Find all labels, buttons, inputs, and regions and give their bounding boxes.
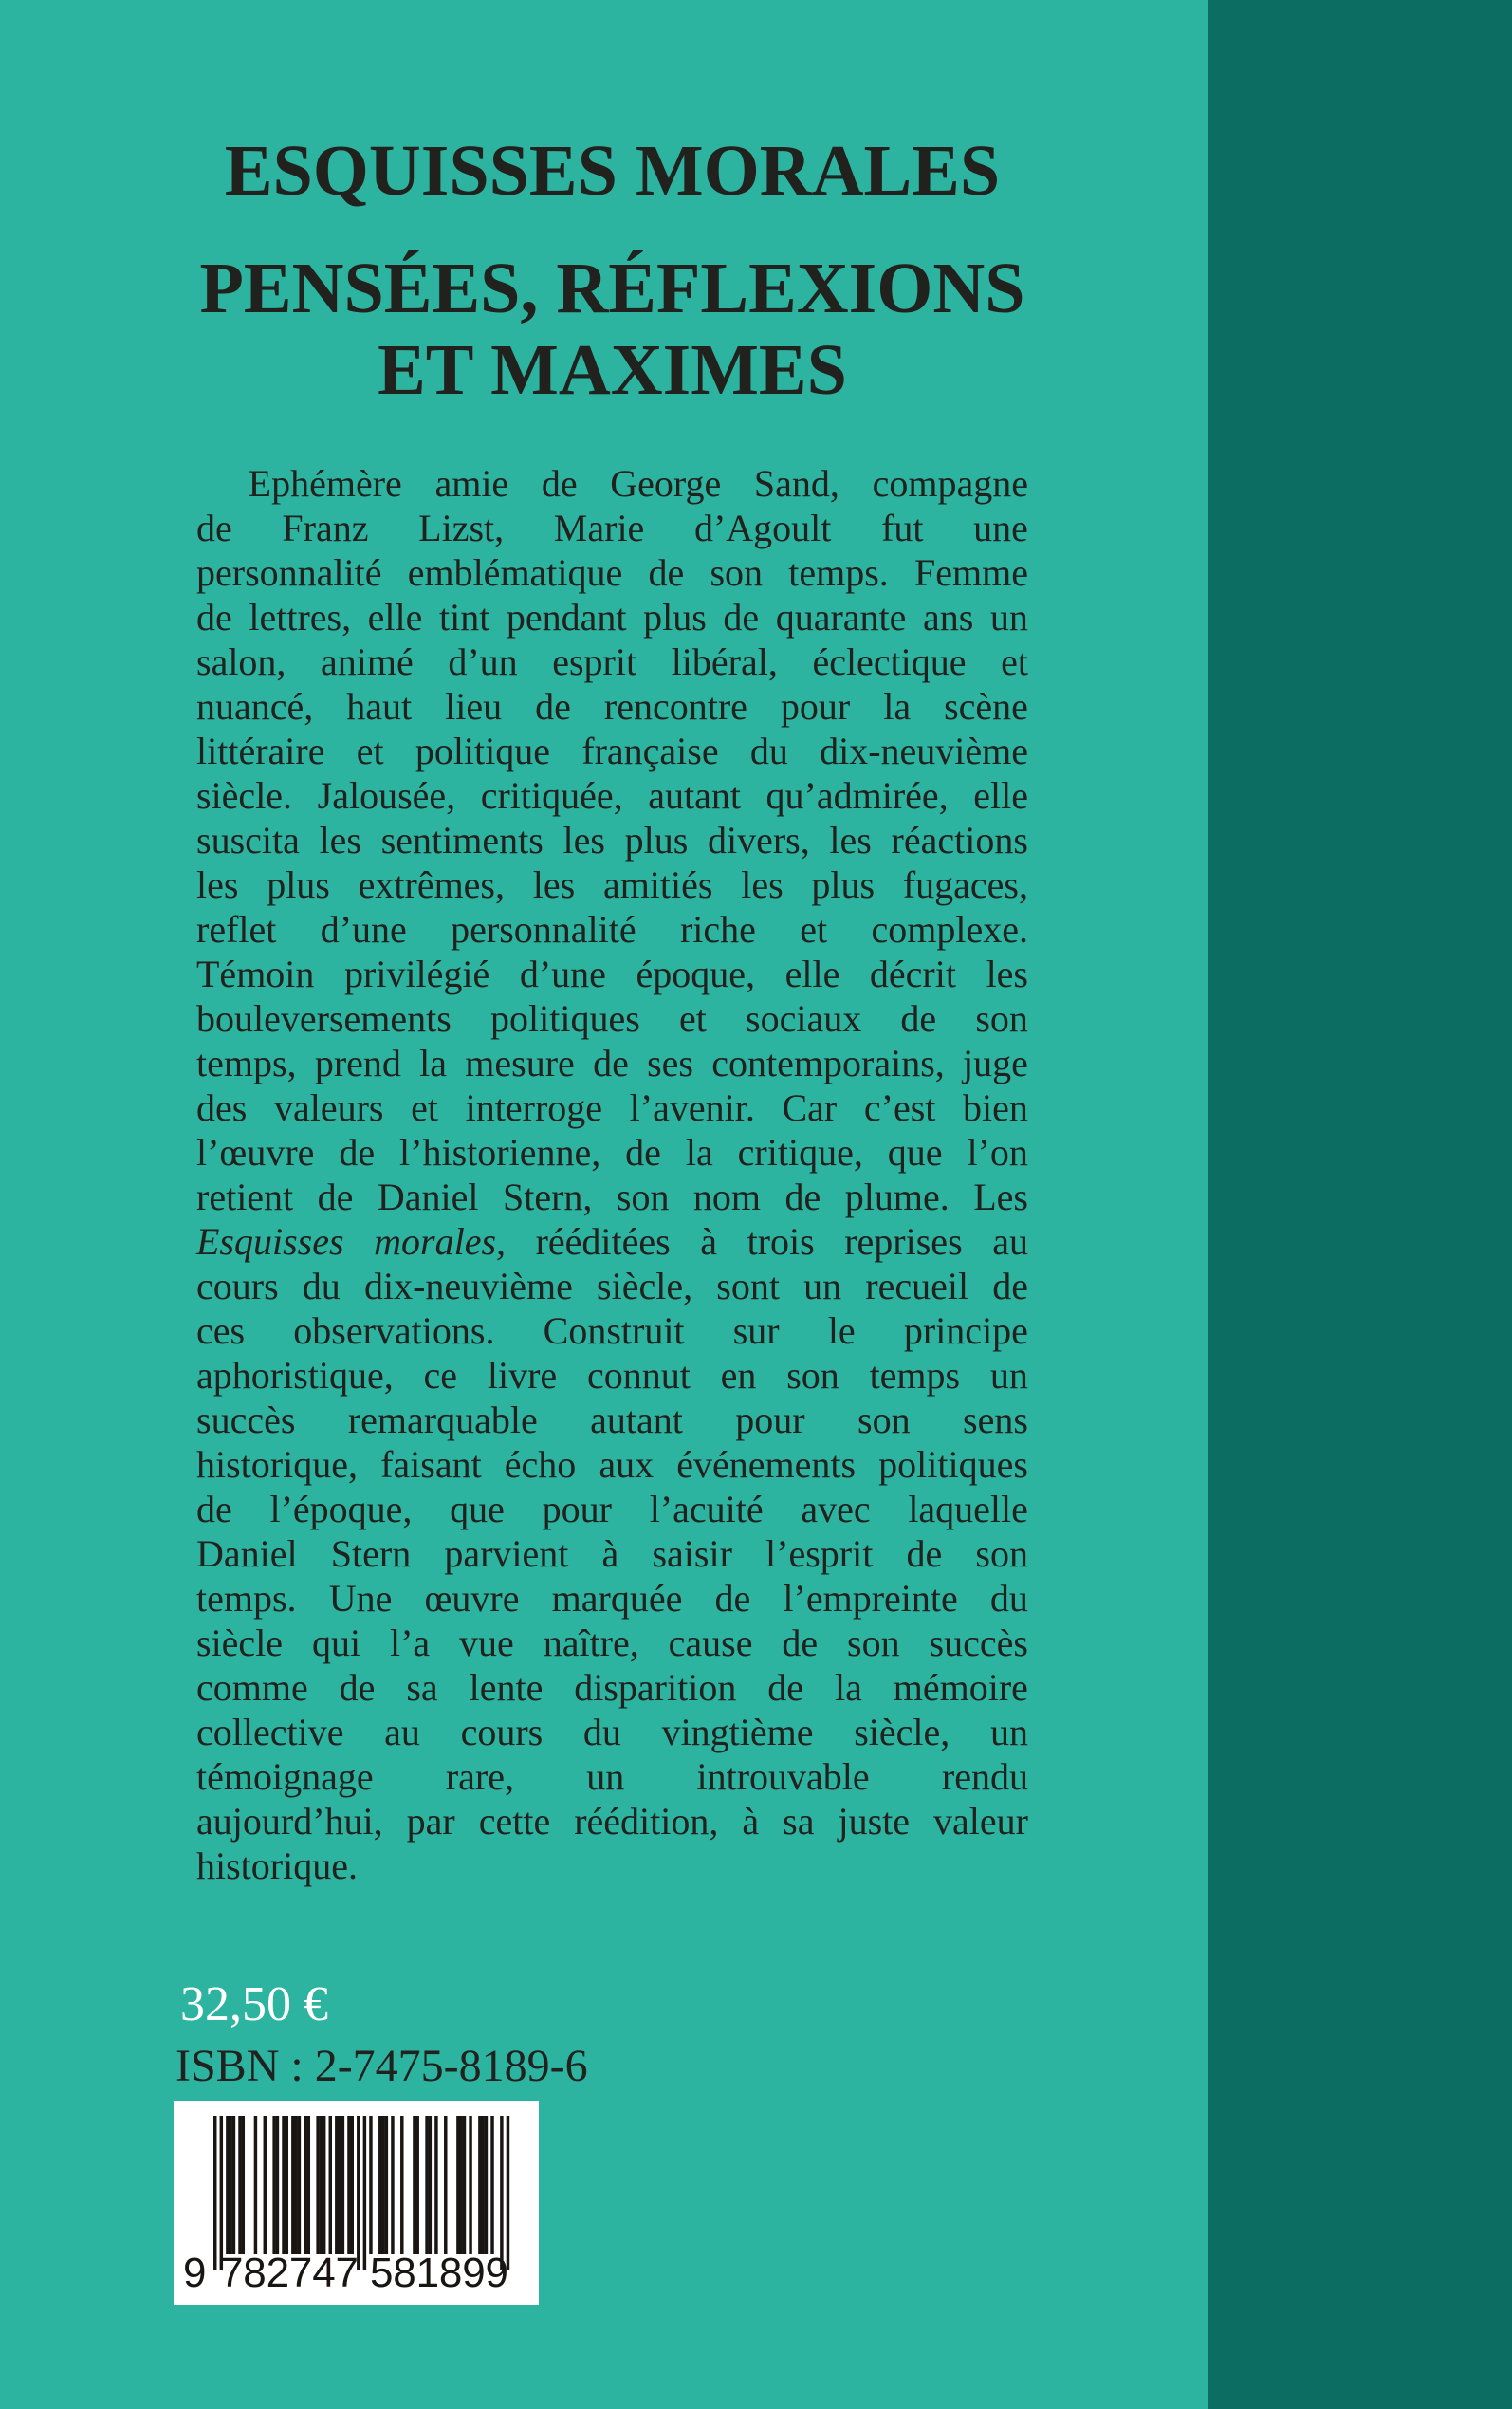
- blurb-line: de Franz Lizst, Marie d’Agoult fut une: [196, 507, 1028, 549]
- blurb-line: des valeurs et interroge l’avenir. Car c’est bien: [196, 1086, 1028, 1129]
- blurb-line: littéraire et politique française du dix-neuvième: [196, 730, 1028, 772]
- blurb-line: salon, animé d’un esprit libéral, éclectique et: [196, 640, 1028, 683]
- blurb-line: nuancé, haut lieu de rencontre pour la scène: [196, 685, 1028, 728]
- paragraph-indent: [196, 461, 215, 506]
- blurb-line: ces observations. Construit sur le principe: [196, 1309, 1028, 1352]
- book-subtitle-line-1: PENSÉES, RÉFLEXIONS: [199, 249, 1025, 328]
- blurb-line: retient de Daniel Stern, son nom de plume. Les: [196, 1176, 1028, 1218]
- barcode-digits: 9: [183, 2250, 207, 2296]
- blurb-line: Ephémère amie de George Sand, compagne: [196, 461, 1028, 506]
- back-cover-blurb: [196, 461, 1028, 1888]
- book-subtitle-line-2: ET MAXIMES: [378, 330, 847, 410]
- blurb-line: aphoristique, ce livre connut en son temps un: [196, 1354, 1028, 1397]
- blurb-line: comme de sa lente disparition de la mémoire: [196, 1666, 1028, 1709]
- barcode-digits: 581899: [370, 2250, 508, 2296]
- blurb-line: personnalité emblématique de son temps. Femme: [196, 551, 1028, 594]
- blurb-line: temps, prend la mesure de ses contemporains, juge: [196, 1042, 1028, 1084]
- price-label: 32,50 €: [180, 1977, 328, 2031]
- blurb-line: reflet d’une personnalité riche et complexe.: [196, 908, 1028, 951]
- blurb-line: les plus extrêmes, les amitiés les plus fugaces,: [196, 863, 1028, 906]
- blurb-line: aujourd’hui, par cette réédition, à sa juste valeur: [196, 1800, 1028, 1843]
- blurb-line: bouleversements politiques et sociaux de son: [196, 997, 1028, 1040]
- barcode-digits: 782747: [220, 2250, 359, 2296]
- blurb-line: collective au cours du vingtième siècle, un: [196, 1711, 1028, 1753]
- blurb-line: de l’époque, que pour l’acuité avec laquelle: [196, 1488, 1028, 1530]
- barcode-bars: [174, 2101, 539, 2305]
- ean13-barcode: [174, 2101, 539, 2305]
- right-spine-band: [1208, 0, 1512, 2409]
- blurb-line: succès remarquable autant pour son sens: [196, 1399, 1028, 1441]
- blurb-line: de lettres, elle tint pendant plus de quarante ans un: [196, 596, 1028, 639]
- blurb-line: Esquisses morales, rééditées à trois reprises au: [196, 1220, 1028, 1263]
- blurb-line: l’œuvre de l’historienne, de la critique, que l’on: [196, 1131, 1028, 1174]
- blurb-line: siècle qui l’a vue naître, cause de son succès: [196, 1621, 1028, 1664]
- blurb-line: témoignage rare, un introuvable rendu: [196, 1755, 1028, 1798]
- blurb-line: Témoin privilégié d’une époque, elle décrit les: [196, 953, 1028, 995]
- isbn-label: ISBN : 2-7475-8189-6: [175, 2041, 588, 2091]
- blurb-line: temps. Une œuvre marquée de l’empreinte du: [196, 1577, 1028, 1620]
- blurb-line: siècle. Jalousée, critiquée, autant qu’admirée, elle: [196, 774, 1028, 817]
- blurb-line: cours du dix-neuvième siècle, sont un recueil de: [196, 1265, 1028, 1307]
- blurb-line: suscita les sentiments les plus divers, les réactions: [196, 819, 1028, 862]
- blurb-line: Daniel Stern parvient à saisir l’esprit de son: [196, 1532, 1028, 1575]
- blurb-line: historique, faisant écho aux événements politiques: [196, 1443, 1028, 1486]
- book-title: ESQUISSES MORALES: [224, 131, 1001, 211]
- blurb-line: historique.: [196, 1844, 358, 1887]
